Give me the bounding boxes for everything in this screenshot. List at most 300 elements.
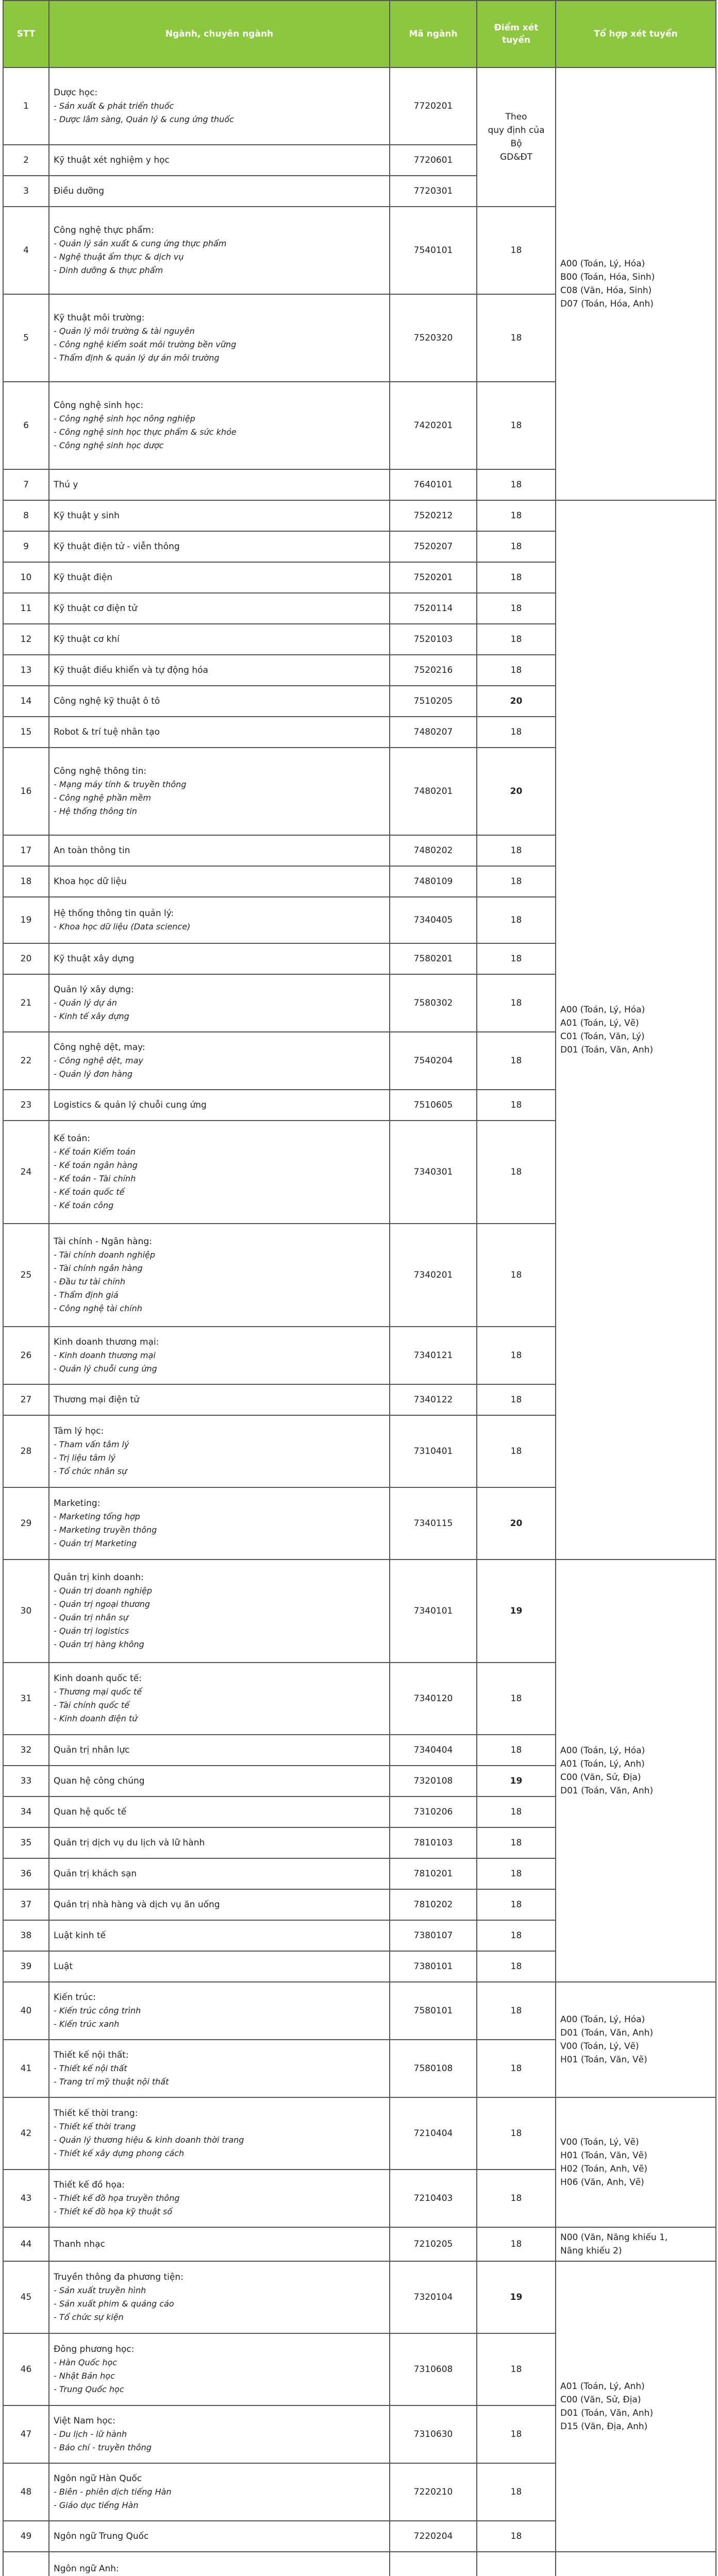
specialization-item: - Thiết kế nội thất xyxy=(54,2063,127,2073)
score-cell: 18 xyxy=(477,1032,556,1090)
code-cell: 7210205 xyxy=(390,2227,477,2261)
major-name: Kinh doanh thương mại: xyxy=(54,1337,159,1347)
stt-cell: 25 xyxy=(3,1224,49,1327)
major-cell xyxy=(49,624,390,655)
specialization-item: - Kinh doanh điện tử xyxy=(54,1714,138,1723)
score-cell: 18 xyxy=(477,1951,556,1982)
major-cell xyxy=(49,2170,390,2227)
score-cell: 18 xyxy=(477,1827,556,1858)
major-cell xyxy=(49,717,390,748)
specialization-item: - Thiết kế đồ họa kỹ thuật số xyxy=(54,2207,173,2216)
major-name: Quan hệ công chúng xyxy=(54,1776,145,1786)
major-name: Công nghệ kỹ thuật ô tô xyxy=(54,696,160,706)
combo-item: A00 (Toán, Lý, Hóa) xyxy=(560,1005,645,1015)
major-name: Kỹ thuật y sinh xyxy=(54,511,120,521)
major-cell xyxy=(49,207,390,294)
stt-cell: 42 xyxy=(3,2097,49,2170)
code-cell: 7310630 xyxy=(390,2405,477,2463)
code-cell: 7510605 xyxy=(390,1090,477,1121)
stt-cell: 38 xyxy=(3,1920,49,1951)
major-name: Quản trị nhân lực xyxy=(54,1745,130,1755)
score-cell: 18 xyxy=(477,624,556,655)
major-cell xyxy=(49,531,390,562)
combo-item: D15 (Văn, Địa, Anh) xyxy=(560,2421,648,2432)
specialization-item: - Nhật Bản học xyxy=(54,2371,115,2381)
score-cell: 18 xyxy=(477,1735,556,1766)
major-cell xyxy=(49,974,390,1032)
specialization-item: - Công nghệ phần mềm xyxy=(54,793,151,803)
score-cell: 18 xyxy=(477,943,556,974)
major-name: Robot & trí tuệ nhân tạo xyxy=(54,727,160,737)
combo-item: H02 (Toán, Anh, Vẽ) xyxy=(560,2164,648,2174)
score-cell: 18 xyxy=(477,500,556,531)
specialization-item: - Quản trị hàng không xyxy=(54,1639,144,1649)
table-row xyxy=(3,1560,716,1663)
major-cell xyxy=(49,748,390,835)
score-cell: 18 xyxy=(477,974,556,1032)
code-cell: 7810103 xyxy=(390,1827,477,1858)
major-cell xyxy=(49,1090,390,1121)
specialization-item: - Sản xuất phim & quảng cáo xyxy=(54,2299,174,2309)
major-cell xyxy=(49,897,390,943)
code-cell: 7210403 xyxy=(390,2170,477,2227)
major-cell xyxy=(49,176,390,207)
score-cell: 20 xyxy=(477,1487,556,1560)
table-header xyxy=(3,1,716,67)
code-cell: 7340405 xyxy=(390,897,477,943)
stt-cell: 47 xyxy=(3,2405,49,2463)
score-cell: 18 xyxy=(477,897,556,943)
score-cell xyxy=(477,2552,556,2576)
combo-item: H06 (Văn, Anh, Vẽ) xyxy=(560,2177,644,2188)
major-name: Logistics & quản lý chuỗi cung ứng xyxy=(54,1100,207,1110)
score-cell: 18 xyxy=(477,294,556,382)
stt-cell: 11 xyxy=(3,593,49,624)
combo-cell xyxy=(556,1560,716,1982)
score-cell: 18 xyxy=(477,2333,556,2405)
major-name: Kinh doanh quốc tế: xyxy=(54,1673,142,1684)
major-name: Luật xyxy=(54,1961,73,1972)
stt-cell: 2 xyxy=(3,145,49,176)
code-cell: 7380101 xyxy=(390,1951,477,1982)
major-cell xyxy=(49,2552,390,2576)
score-cell: 18 xyxy=(477,1920,556,1951)
major-cell xyxy=(49,866,390,897)
score-cell: 18 xyxy=(477,593,556,624)
major-name: Quản trị dịch vụ du lịch và lữ hành xyxy=(54,1838,205,1848)
score-cell: 18 xyxy=(477,207,556,294)
specialization-item: - Tài chính doanh nghiệp xyxy=(54,1250,156,1260)
score-cell: 18 xyxy=(477,1384,556,1415)
major-cell xyxy=(49,1920,390,1951)
major-cell xyxy=(49,500,390,531)
specialization-item: - Sản xuất truyền hình xyxy=(54,2285,146,2295)
score-cell: 19 xyxy=(477,1560,556,1663)
stt-cell: 46 xyxy=(3,2333,49,2405)
stt-cell: 40 xyxy=(3,1982,49,2040)
major-name: Quản lý xây dựng: xyxy=(54,985,134,995)
score-cell: 18 xyxy=(477,531,556,562)
major-name: Kỹ thuật điều khiển và tự động hóa xyxy=(54,665,208,675)
stt-cell: 13 xyxy=(3,655,49,686)
table-row xyxy=(3,2552,716,2576)
stt-cell: 20 xyxy=(3,943,49,974)
specialization-item: - Quản lý sản xuất & cung ứng thực phẩm xyxy=(54,239,227,248)
stt-cell: 39 xyxy=(3,1951,49,1982)
combo-cell xyxy=(556,2227,716,2261)
score-cell: 20 xyxy=(477,748,556,835)
code-cell: 7340404 xyxy=(390,1735,477,1766)
stt-cell: 43 xyxy=(3,2170,49,2227)
code-cell: 7810202 xyxy=(390,1889,477,1920)
specialization-item: - Hàn Quốc học xyxy=(54,2358,118,2367)
major-name: Kỹ thuật môi trường: xyxy=(54,313,145,323)
specialization-item: - Công nghệ tài chính xyxy=(54,1303,142,1313)
code-cell: 7720201 xyxy=(390,67,477,145)
stt-cell: 33 xyxy=(3,1766,49,1797)
specialization-item: - Kiến trúc xanh xyxy=(54,2019,120,2029)
specialization-item: - Sản xuất & phát triển thuốc xyxy=(54,101,174,111)
combo-cell xyxy=(556,500,716,1560)
major-cell xyxy=(49,1951,390,1982)
specialization-item: - Quản trị Marketing xyxy=(54,1538,137,1548)
specialization-item: - Kế toán Kiểm toán xyxy=(54,1147,136,1157)
major-name: Công nghệ sinh học: xyxy=(54,400,144,411)
major-name: Đông phương học: xyxy=(54,2344,135,2354)
score-cell: 18 xyxy=(477,1797,556,1827)
code-cell: 7340201 xyxy=(390,1224,477,1327)
code-cell: 7520201 xyxy=(390,562,477,593)
specialization-item: - Marketing tổng hợp xyxy=(54,1512,140,1521)
major-cell xyxy=(49,943,390,974)
combo-item: A00 (Toán, Lý, Hóa) xyxy=(560,259,645,269)
code-cell: 7340122 xyxy=(390,1384,477,1415)
specialization-item: - Nghệ thuật ẩm thực & dịch vụ xyxy=(54,252,184,262)
specialization-item: - Quản lý dự án xyxy=(54,998,117,1008)
major-name: Marketing: xyxy=(54,1498,101,1509)
score-cell: 18 xyxy=(477,655,556,686)
combo-cell xyxy=(556,2097,716,2227)
code-cell: 7420201 xyxy=(390,382,477,469)
code-cell: 7340115 xyxy=(390,1487,477,1560)
score-cell: 18 xyxy=(477,1982,556,2040)
stt-cell: 41 xyxy=(3,2040,49,2097)
specialization-item: - Quản lý đơn hàng xyxy=(54,1069,133,1079)
specialization-item: - Mạng máy tính & truyền thông xyxy=(54,779,187,789)
stt-cell: 10 xyxy=(3,562,49,593)
major-cell xyxy=(49,469,390,500)
score-cell: 20 xyxy=(477,686,556,717)
table-row xyxy=(3,500,716,531)
code-cell xyxy=(390,2552,477,2576)
stt-cell: 4 xyxy=(3,207,49,294)
code-cell: 7720601 xyxy=(390,145,477,176)
score-cell: 18 xyxy=(477,1121,556,1224)
code-cell: 7340301 xyxy=(390,1121,477,1224)
major-cell xyxy=(49,1560,390,1663)
major-name: Thanh nhạc xyxy=(54,2239,105,2249)
stt-cell: 32 xyxy=(3,1735,49,1766)
specialization-item: - Quản trị doanh nghiệp xyxy=(54,1586,153,1596)
specialization-item: - Công nghệ dệt, may xyxy=(54,1056,143,1065)
major-cell xyxy=(49,1982,390,2040)
major-name: An toàn thông tin xyxy=(54,845,130,856)
major-cell xyxy=(49,1663,390,1735)
combo-item: C00 (Văn, Sử, Địa) xyxy=(560,1772,641,1783)
major-cell xyxy=(49,2261,390,2333)
major-cell xyxy=(49,294,390,382)
stt-cell: 49 xyxy=(3,2521,49,2552)
specialization-item: - Quản lý chuỗi cung ứng xyxy=(54,1364,157,1374)
specialization-item: - Công nghệ sinh học dược xyxy=(54,440,164,450)
score-cell: 19 xyxy=(477,2261,556,2333)
specialization-item: - Công nghệ kiểm soát môi trường bền vững xyxy=(54,340,237,349)
code-cell: 7580108 xyxy=(390,2040,477,2097)
major-name: Ngôn ngữ Anh: xyxy=(54,2564,119,2574)
stt-cell: 30 xyxy=(3,1560,49,1663)
major-name: Kỹ thuật cơ khí xyxy=(54,634,120,645)
score-cell: 18 xyxy=(477,1415,556,1487)
table-row xyxy=(3,1982,716,2040)
stt-cell: 48 xyxy=(3,2463,49,2521)
combo-item: V00 (Toán, Lý, Vẽ) xyxy=(560,2041,639,2052)
specialization-item: - Tài chính quốc tế xyxy=(54,1700,130,1710)
score-note-line: GD&ĐT xyxy=(499,152,533,162)
combo-item: C01 (Toán, Văn, Lý) xyxy=(560,1031,645,1042)
major-cell xyxy=(49,1735,390,1766)
table-row xyxy=(3,2227,716,2261)
code-cell: 7520114 xyxy=(390,593,477,624)
specialization-item: - Kinh tế xây dựng xyxy=(54,1011,129,1021)
score-cell: 18 xyxy=(477,2227,556,2261)
major-cell xyxy=(49,2227,390,2261)
combo-item: A00 (Toán, Lý, Hóa) xyxy=(560,1745,645,1756)
admission-table xyxy=(3,0,716,2576)
code-cell: 7340101 xyxy=(390,1560,477,1663)
specialization-item: - Dinh dưỡng & thực phẩm xyxy=(54,265,163,275)
code-cell: 7480109 xyxy=(390,866,477,897)
major-name: Luật kinh tế xyxy=(54,1930,106,1941)
score-cell: 18 xyxy=(477,2405,556,2463)
stt-cell: 6 xyxy=(3,382,49,469)
combo-item: A00 (Toán, Lý, Hóa) xyxy=(560,2014,645,2025)
specialization-item: - Tham vấn tâm lý xyxy=(54,1439,129,1449)
header-score: Điểm xét tuyển xyxy=(477,1,556,67)
score-cell: 18 xyxy=(477,717,556,748)
major-name: Tâm lý học: xyxy=(54,1426,104,1436)
table-row xyxy=(3,2261,716,2333)
specialization-item: - Kế toán - Tài chính xyxy=(54,1174,136,1183)
specialization-item: - Báo chí - truyền thông xyxy=(54,2443,152,2452)
code-cell: 7520320 xyxy=(390,294,477,382)
code-cell: 7310206 xyxy=(390,1797,477,1827)
combo-item: A01 (Toán, Lý, Anh) xyxy=(560,2381,645,2392)
specialization-item: - Thiết kế thời trang xyxy=(54,2122,136,2131)
major-cell xyxy=(49,2463,390,2521)
score-cell: 18 xyxy=(477,1090,556,1121)
major-name: Thiết kế đồ họa: xyxy=(54,2180,125,2190)
specialization-item: - Kinh doanh thương mại xyxy=(54,1350,156,1360)
score-cell: 18 xyxy=(477,1858,556,1889)
major-name: Ngôn ngữ Trung Quốc xyxy=(54,2531,149,2541)
code-cell: 7210404 xyxy=(390,2097,477,2170)
table-row xyxy=(3,67,716,145)
stt-cell: 1 xyxy=(3,67,49,145)
major-name: Công nghệ thực phẩm: xyxy=(54,225,154,235)
score-cell: 18 xyxy=(477,562,556,593)
major-cell xyxy=(49,2521,390,2552)
score-cell: 18 xyxy=(477,1663,556,1735)
stt-cell: 21 xyxy=(3,974,49,1032)
stt-cell: 45 xyxy=(3,2261,49,2333)
major-name: Công nghệ thông tin: xyxy=(54,766,147,776)
code-cell: 7380107 xyxy=(390,1920,477,1951)
major-cell xyxy=(49,1797,390,1827)
combo-item: Năng khiếu 2) xyxy=(560,2246,622,2256)
combo-item: D01 (Toán, Văn, Anh) xyxy=(560,1786,654,1796)
combo-item: A01 (Toán, Lý, Anh) xyxy=(560,1759,645,1769)
specialization-item: - Trung Quốc học xyxy=(54,2384,124,2394)
specialization-item: - Kế toán ngân hàng xyxy=(54,1160,138,1170)
major-cell xyxy=(49,2040,390,2097)
specialization-item: - Marketing truyền thông xyxy=(54,1525,157,1535)
major-name: Thương mại điện tử xyxy=(54,1395,139,1405)
score-note-line: quy định của Bộ xyxy=(488,125,545,149)
score-cell: 18 xyxy=(477,2463,556,2521)
stt-cell: 36 xyxy=(3,1858,49,1889)
score-cell: 18 xyxy=(477,866,556,897)
stt-cell: 28 xyxy=(3,1415,49,1487)
major-cell xyxy=(49,593,390,624)
code-cell: 7810201 xyxy=(390,1858,477,1889)
stt-cell: 16 xyxy=(3,748,49,835)
code-cell: 7220204 xyxy=(390,2521,477,2552)
code-cell: 7580201 xyxy=(390,943,477,974)
major-name: Kỹ thuật điện xyxy=(54,572,113,583)
score-cell: 18 xyxy=(477,2521,556,2552)
specialization-item: - Trang trí mỹ thuật nội thất xyxy=(54,2077,169,2087)
code-cell: 7580101 xyxy=(390,1982,477,2040)
code-cell: 7340120 xyxy=(390,1663,477,1735)
stt-cell xyxy=(3,2552,49,2576)
code-cell: 7520216 xyxy=(390,655,477,686)
major-cell xyxy=(49,1032,390,1090)
specialization-item: - Quản trị nhân sự xyxy=(54,1613,128,1622)
combo-item: D01 (Toán, Văn, Anh) xyxy=(560,2028,654,2038)
code-cell: 7220210 xyxy=(390,2463,477,2521)
header-code: Mã ngành xyxy=(390,1,477,67)
specialization-item: - Thiết kế đồ họa truyền thông xyxy=(54,2193,180,2203)
specialization-item: - Kế toán công xyxy=(54,1200,114,1210)
combo-item: D01 (Toán, Văn, Anh) xyxy=(560,2408,654,2418)
major-cell xyxy=(49,562,390,593)
specialization-item: - Tổ chức nhân sự xyxy=(54,1466,127,1476)
code-cell: 7320104 xyxy=(390,2261,477,2333)
combo-item: C08 (Văn, Hóa, Sinh) xyxy=(560,285,652,296)
major-cell xyxy=(49,686,390,717)
stt-cell: 27 xyxy=(3,1384,49,1415)
major-name: Quan hệ quốc tế xyxy=(54,1807,127,1817)
stt-cell: 19 xyxy=(3,897,49,943)
major-cell xyxy=(49,1827,390,1858)
stt-cell: 23 xyxy=(3,1090,49,1121)
combo-item: A01 (Toán, Lý, Vẽ) xyxy=(560,1018,639,1028)
major-name: Quản trị kinh doanh: xyxy=(54,1572,144,1583)
stt-cell: 31 xyxy=(3,1663,49,1735)
specialization-item: - Tài chính ngân hàng xyxy=(54,1263,143,1273)
code-cell: 7320108 xyxy=(390,1766,477,1797)
combo-cell xyxy=(556,67,716,500)
code-cell: 7480207 xyxy=(390,717,477,748)
specialization-item: - Đầu tư tài chính xyxy=(54,1277,126,1286)
specialization-item: - Thiết kế xây dựng phong cách xyxy=(54,2148,185,2158)
major-cell xyxy=(49,1766,390,1797)
major-cell xyxy=(49,1889,390,1920)
major-name: Truyền thông đa phương tiện: xyxy=(54,2272,183,2282)
score-cell: 18 xyxy=(477,2170,556,2227)
major-name: Kế toán: xyxy=(54,1133,90,1144)
major-name: Kỹ thuật xét nghiệm y học xyxy=(54,155,170,165)
code-cell: 7540101 xyxy=(390,207,477,294)
major-name: Ngôn ngữ Hàn Quốc xyxy=(54,2473,142,2484)
stt-cell: 29 xyxy=(3,1487,49,1560)
combo-cell xyxy=(556,2552,716,2576)
specialization-item: - Khoa học dữ liệu (Data science) xyxy=(54,922,191,931)
code-cell: 7640101 xyxy=(390,469,477,500)
major-cell xyxy=(49,67,390,145)
score-cell: 18 xyxy=(477,2040,556,2097)
specialization-item: - Giáo dục tiếng Hàn xyxy=(54,2500,139,2510)
combo-item: N00 (Văn, Năng khiếu 1, xyxy=(560,2232,668,2243)
combo-item: H01 (Toán, Văn, Vẽ) xyxy=(560,2150,647,2161)
major-cell xyxy=(49,2097,390,2170)
specialization-item: - Công nghệ sinh học thực phẩm & sức khỏe xyxy=(54,427,237,437)
major-name: Hệ thống thông tin quản lý: xyxy=(54,908,174,919)
score-cell: 18 xyxy=(477,469,556,500)
specialization-item: - Quản lý môi trường & tài nguyên xyxy=(54,326,195,336)
stt-cell: 35 xyxy=(3,1827,49,1858)
major-name: Công nghệ dệt, may: xyxy=(54,1042,145,1053)
major-name: Khoa học dữ liệu xyxy=(54,876,127,887)
specialization-item: - Dược lâm sàng, Quản lý & cung ứng thuốc xyxy=(54,114,234,124)
code-cell: 7480201 xyxy=(390,748,477,835)
major-cell xyxy=(49,1121,390,1224)
code-cell: 7520212 xyxy=(390,500,477,531)
stt-cell: 5 xyxy=(3,294,49,382)
score-cell: 18 xyxy=(477,835,556,866)
major-name: Kỹ thuật xây dựng xyxy=(54,954,135,964)
combo-item: D07 (Toán, Hóa, Anh) xyxy=(560,299,654,309)
major-cell xyxy=(49,382,390,469)
table-row xyxy=(3,2097,716,2170)
stt-cell: 34 xyxy=(3,1797,49,1827)
major-name: Thú y xyxy=(54,480,78,490)
specialization-item: - Biên - phiên dịch tiếng Hàn xyxy=(54,2487,172,2497)
major-cell xyxy=(49,1487,390,1560)
major-cell xyxy=(49,1415,390,1487)
major-cell xyxy=(49,1858,390,1889)
specialization-item: - Thương mại quốc tế xyxy=(54,1687,142,1697)
stt-cell: 15 xyxy=(3,717,49,748)
major-name: Điều dưỡng xyxy=(54,186,105,196)
header-major: Ngành, chuyên ngành xyxy=(49,1,390,67)
code-cell: 7520207 xyxy=(390,531,477,562)
specialization-item: - Kiến trúc công trình xyxy=(54,2006,141,2015)
major-name: Kỹ thuật cơ điện tử xyxy=(54,603,138,614)
specialization-item: - Quản trị ngoại thương xyxy=(54,1599,151,1609)
code-cell: 7480202 xyxy=(390,835,477,866)
combo-item: V00 (Toán, Lý, Vẽ) xyxy=(560,2137,639,2147)
